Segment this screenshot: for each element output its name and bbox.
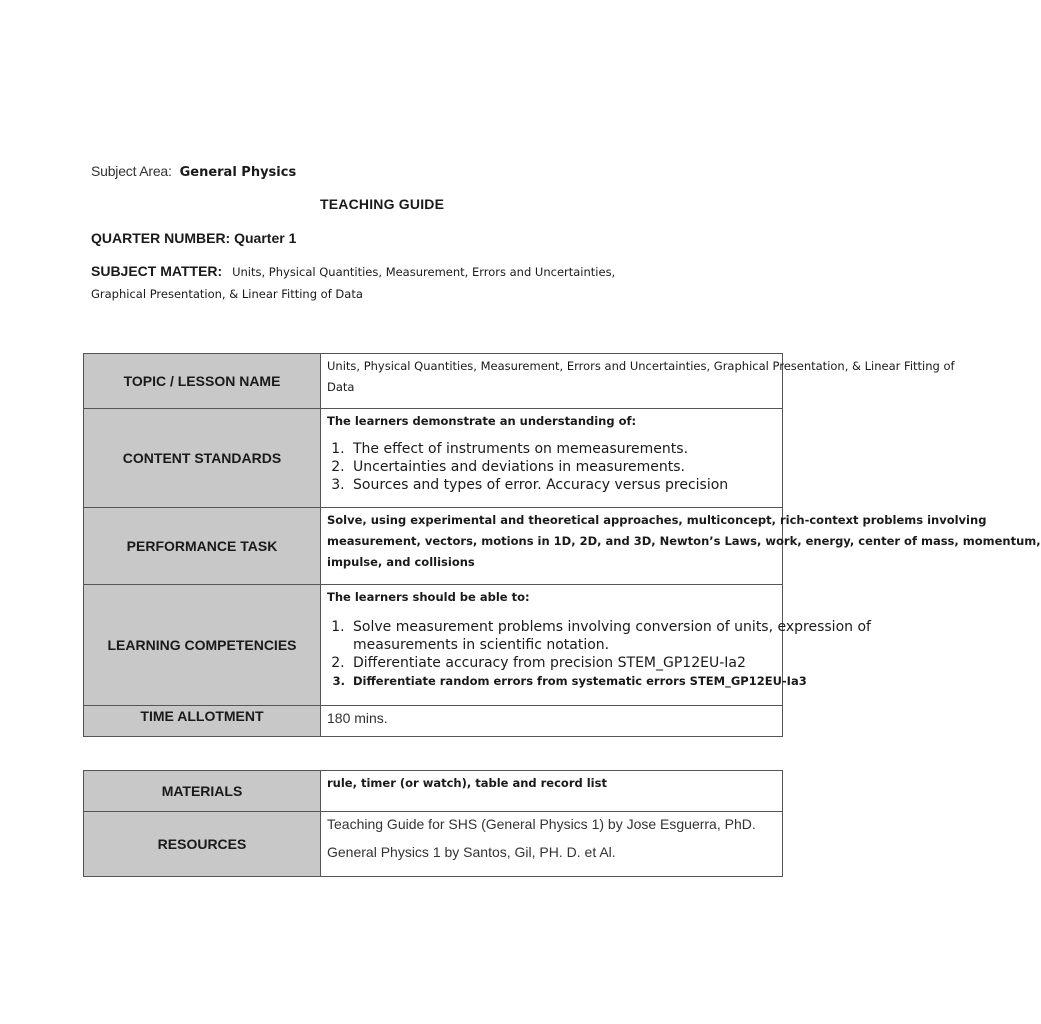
- materials-value: rule, timer (or watch), table and record list: [327, 776, 607, 790]
- subject-matter-line: [91, 263, 615, 279]
- table-row: [84, 585, 783, 706]
- competency-1-line1: Solve measurement problems involving conversion of units, expression of: [353, 619, 871, 635]
- time-allotment-cell: [321, 706, 783, 737]
- subject-area-label: Subject Area:: [91, 163, 172, 179]
- resources-line: General Physics 1 by Santos, Gil, PH. D. et Al.: [327, 844, 616, 860]
- subject-area-line: [91, 163, 296, 180]
- lesson-table: [83, 353, 1041, 737]
- content-standards-intro: The learners demonstrate an understanding of:: [327, 414, 637, 428]
- content-standards-label: CONTENT STANDARDS: [84, 409, 321, 508]
- learning-competencies-cell: [321, 585, 871, 706]
- learning-competencies-list: [321, 618, 871, 690]
- learning-competencies-label: LEARNING COMPETENCIES: [84, 585, 321, 706]
- topic-label: TOPIC / LESSON NAME: [84, 354, 321, 409]
- table-row: [84, 771, 783, 812]
- performance-task-line: Solve, using experimental and theoretical approaches, multiconcept, rich-context problems involving: [327, 513, 987, 527]
- list-item: 2. Differentiate accuracy from precision STEM_GP12EU-Ia2: [349, 654, 782, 672]
- resources-cell: [321, 812, 783, 877]
- list-item: 3. Sources and types of error. Accuracy versus precision: [349, 476, 782, 494]
- subject-matter-continuation: Graphical Presentation, & Linear Fitting of Data: [91, 287, 363, 301]
- resources-label: RESOURCES: [84, 812, 321, 877]
- subject-area-value: General Physics: [179, 165, 297, 180]
- time-allotment-value: 180 mins.: [327, 710, 388, 726]
- topic-line: Data: [327, 380, 355, 394]
- content-standards-cell: [321, 409, 783, 508]
- competency-1-line2: measurements in scientific notation.: [353, 637, 610, 653]
- document-title: TEACHING GUIDE: [320, 196, 445, 212]
- table-row: [84, 812, 783, 877]
- list-item: [349, 618, 871, 654]
- topic-line: Units, Physical Quantities, Measurement, Errors and Uncertainties, Graphical Presentation, & Linear Fitting of: [327, 359, 955, 373]
- materials-table: [83, 770, 783, 877]
- learning-competencies-intro: The learners should be able to:: [327, 590, 530, 604]
- subject-matter-label: SUBJECT MATTER:: [91, 263, 223, 279]
- performance-task-line: impulse, and collisions: [327, 555, 475, 569]
- list-item: 2. Uncertainties and deviations in measurements.: [349, 458, 782, 476]
- materials-cell: [321, 771, 783, 812]
- quarter-number: QUARTER NUMBER: Quarter 1: [91, 230, 297, 246]
- performance-task-cell: [321, 508, 1041, 585]
- content-standards-list: [321, 440, 782, 494]
- list-item: 1. The effect of instruments on memeasurements.: [349, 440, 782, 458]
- performance-task-label: PERFORMANCE TASK: [84, 508, 321, 585]
- list-item: 3. Differentiate random errors from systematic errors STEM_GP12EU-Ia3: [349, 672, 782, 690]
- materials-label: MATERIALS: [84, 771, 321, 812]
- performance-task-line: measurement, vectors, motions in 1D, 2D, and 3D, Newton’s Laws, work, energy, center of mass, momentum,: [327, 534, 1041, 548]
- table-row: [84, 354, 783, 409]
- subject-matter-value: Units, Physical Quantities, Measurement, Errors and Uncertainties,: [232, 265, 616, 279]
- time-allotment-label: TIME ALLOTMENT: [84, 706, 321, 737]
- table-row: [84, 409, 783, 508]
- table-row: [84, 508, 783, 585]
- table-row: [84, 706, 783, 737]
- resources-line: Teaching Guide for SHS (General Physics 1) by Jose Esguerra, PhD.: [327, 816, 756, 832]
- topic-cell: [321, 354, 955, 409]
